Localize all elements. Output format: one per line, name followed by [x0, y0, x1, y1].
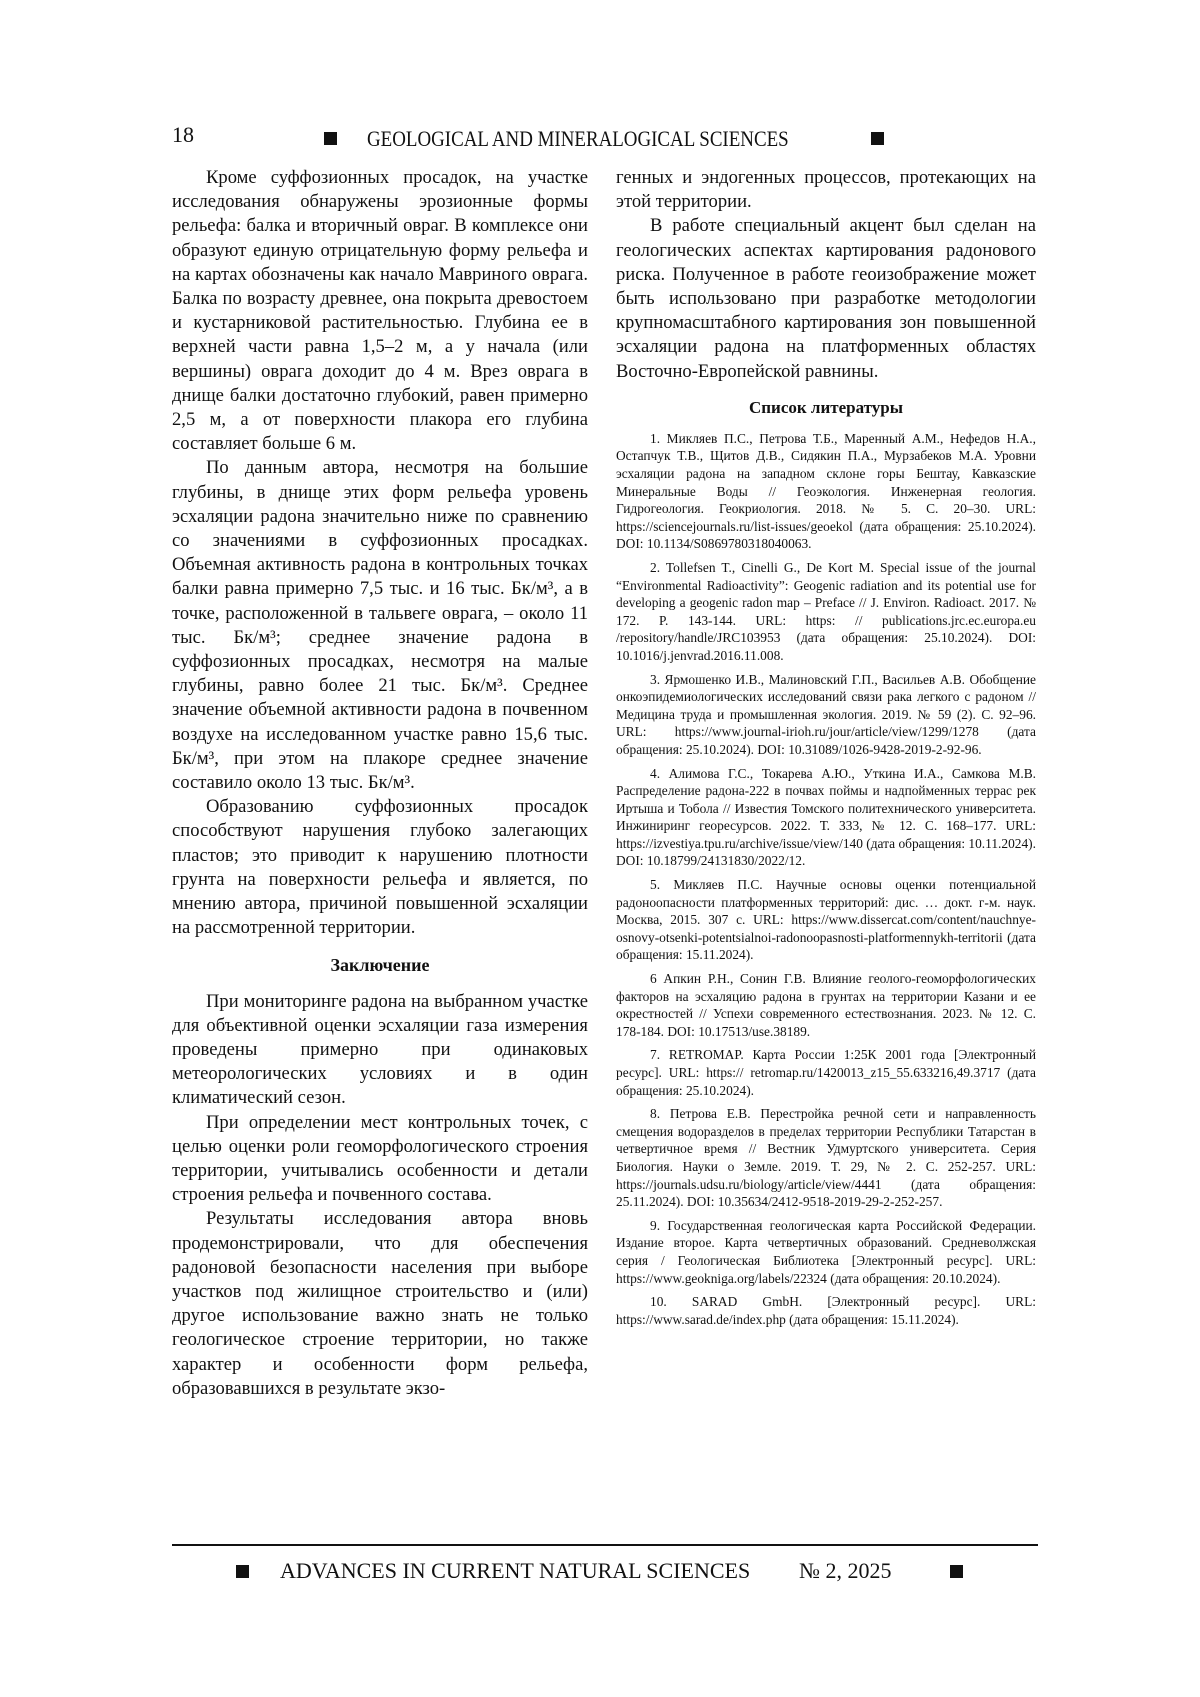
references-heading: Список литературы — [748, 397, 904, 417]
reference-item: 1. Микляев П.С., Петрова Т.Б., Маренный А.М., Нефедов Н.А., Остапчук Т.В., Щитов Д.В., Сидякин П.А., Мурзабеков М.А. Уровни эсхаляции радона на западном склоне горы Бештау, Кавказские Минеральные Воды // Геоэкология. Инженерная геология. Гидрогеология. Геокриология. 2018. № 5. С. 20–30. URL: https://sciencejournals.ru/list-issues/geoekol (дата обращения: 25.10.2024). DOI: 10.1134/S0869780318040063. — [616, 430, 1036, 552]
reference-item: 4. Алимова Г.С., Токарева А.Ю., Уткина И.А., Самкова М.В. Распределение радона-222 в почвах поймы и надпойменных террас рек Иртыша и Тобола // Известия Томского политехнического университета. Инжиниринг георесурсов. 2022. Т. 333, № 12. С. 168–177. URL: https://izvestiya.tpu.ru/archive/issue/view/140 (дата обращения: 10.11.2024). DOI: 10.18799/24131830/2022/12. — [616, 765, 1036, 869]
reference-item: 9. Государственная геологическая карта Российской Федерации. Издание второе. Карта четвертичных образований. Средневолжская серия / Геологическая Библиотека [Электронный ресурс]. URL: https://www.geokniga.org/labels/22324 (дата обращения: 20.10.2024). — [616, 1217, 1036, 1286]
square-bullet-icon — [236, 1565, 249, 1578]
body-paragraph: В работе специальный акцент был сделан на геологических аспектах картирования радонового риска. Полученное в работе геоизображение может быть использовано при разработке методологии крупномасштабного картирования зон повышенной эсхаляции радона на платформенных областях Восточно-Европейской равнины. — [616, 215, 1036, 382]
journal-name: ADVANCES IN CURRENT NATURAL SCIENCES — [280, 1558, 751, 1583]
body-paragraph: При определении мест контрольных точек, с целью оценки роли геоморфологического строения территории, учитывались особенности и детали строения рельефа и почвенного состава. — [172, 1111, 588, 1206]
reference-item: 3. Ярмошенко И.В., Малиновский Г.П., Васильев А.В. Обобщение онкоэпидемиологических исследований связи рака легкого с радоном // Медицина труда и промышленная экология. 2019. № 59 (2). С. 92–96. URL: https://www.journal-irioh.ru/jour/article/view/1299/1278 (дата обращения: 25.10.2024). DOI: 10.31089/1026-9428-2019-2-92-96. — [616, 671, 1036, 757]
reference-item: 5. Микляев П.С. Научные основы оценки потенциальной радоноопасности платформенных территорий: дис. … докт. г-м. наук. Москва, 2015. 307 с. URL: https://www.dissercat.com/content/nauchnye-osnovy-otsenki-potentsialnoi-radonoopasnosti-platformennykh-territorii (дата обращения: 15.11.2024). — [616, 877, 1036, 963]
body-paragraph: По данным автора, несмотря на большие глубины, в днище этих форм рельефа уровень эсхаляции радона значительно ниже по сравнению со значениями в суффозионных просадках. Объемная активность радона в контрольных точках балки равна примерно 7,5 тыс. и 16 тыс. Бк/м³, а в точке, расположенной в тальвеге оврага, – около 11 тыс. Бк/м³; среднее значение радона в суффозионных просадках, несмотря на малые глубины, равно более 21 тыс. Бк/м³. Среднее значение объемной активности радона в почвенном воздухе на исследованном участке равно 15,6 тыс. Бк/м³, при этом на плакоре среднее значение составило около 13 тыс. Бк/м³. — [172, 457, 588, 794]
page-footer — [172, 1556, 1038, 1590]
body-paragraph: Образованию суффозионных просадок способствуют нарушения глубоко залегающих пластов; это приводит к нарушению плотности грунта на поверхности рельефа и является, по мнению автора, причиной повышенной эсхаляции на рассмотренной территории. — [172, 796, 588, 939]
square-bullet-icon — [950, 1565, 963, 1578]
page-header — [172, 118, 1038, 158]
footer-divider — [172, 1544, 1038, 1546]
body-paragraph: Результаты исследования автора вновь продемонстрировали, что для обеспечения радоновой безопасности населения при выборе участков под жилищное строительство и (или) другое использование важно знать не только геологическое строение территории, но также характер и особенности форм рельефа, образовавшихся в результате экзо- — [172, 1208, 588, 1399]
journal-section-title: GEOLOGICAL AND MINERALOGICAL SCIENCES — [367, 126, 789, 151]
square-bullet-icon — [324, 132, 337, 145]
body-paragraph: Кроме суффозионных просадок, на участке исследования обнаружены эрозионные формы рельефа: балка и вторичный овраг. В комплексе они образуют единую отрицательную форму рельефа и на картах обозначены как начало Мавриного оврага. Балка по возрасту древнее, она покрыта древостоем и кустарниковой растительностью. Глубина ее в верхней части равна 1,5–2 м, а у начала (или вершины) оврага доходит до 4 м. Врез оврага в днище балки достаточно глубокий, равен примерно 2,5 м, а от поверхности плакора его глубина составляет больше 6 м. — [172, 167, 588, 455]
references-list — [616, 430, 1036, 1329]
section-heading: Заключение — [330, 954, 430, 975]
reference-item: 6 Апкин Р.Н., Сонин Г.В. Влияние геолого-геоморфологических факторов на эсхаляцию радона в грунтах на территории Казани и ее окрестностей // Успехи современного естествознания. 2023. № 12. С. 178-184. DOI: 10.17513/use.38189. — [616, 971, 1036, 1039]
reference-item: 2. Tollefsen T., Cinelli G., De Kort M. Special issue of the journal “Environmental Radioactivity”: Geogenic radiation and its potential use for developing a geogenic radon map – Preface // J. Environ. Radioact. 2017. № 172. P. 143-144. URL: https: // publications.jrc.ec.europa.eu /repository/handle/JRC103953 (дата обращения: 25.10.2024). DOI: 10.1016/j.jenvrad.2016.11.008. — [616, 559, 1036, 663]
square-bullet-icon — [871, 132, 884, 145]
right-column — [616, 166, 1036, 1334]
reference-item: 10. SARAD GmbH. [Электронный ресурс]. URL: https://www.sarad.de/index.php (дата обращения: 15.11.2024). — [616, 1294, 1036, 1327]
issue-number: № 2, 2025 — [799, 1558, 892, 1583]
left-column — [172, 166, 588, 1401]
reference-item: 8. Петрова Е.В. Перестройка речной сети и направленность смещения водоразделов в пределах территории Республики Татарстан в четвертичное время // Вестник Удмуртского университета. Серия Биология. Науки о Земле. 2019. Т. 29, № 2. С. 252-257. URL: https://journals.udsu.ru/biology/article/view/4441 (дата обращения: 25.11.2024). DOI: 10.35634/2412-9518-2019-29-2-252-257. — [616, 1106, 1036, 1210]
reference-item: 7. RETROMAP. Карта России 1:25К 2001 года [Электронный ресурс]. URL: https:// retromap.ru/1420013_z15_55.633216,49.3717 (дата обращения: 25.10.2024). — [616, 1047, 1036, 1098]
body-paragraph: При мониторинге радона на выбранном участке для объективной оценки эсхаляции газа измерения проведены примерно при одинаковых метеорологических условиях и в один климатический сезон. — [172, 990, 588, 1109]
body-paragraph: генных и эндогенных процессов, протекающих на этой территории. — [616, 167, 1036, 213]
page-number: 18 — [172, 122, 194, 147]
